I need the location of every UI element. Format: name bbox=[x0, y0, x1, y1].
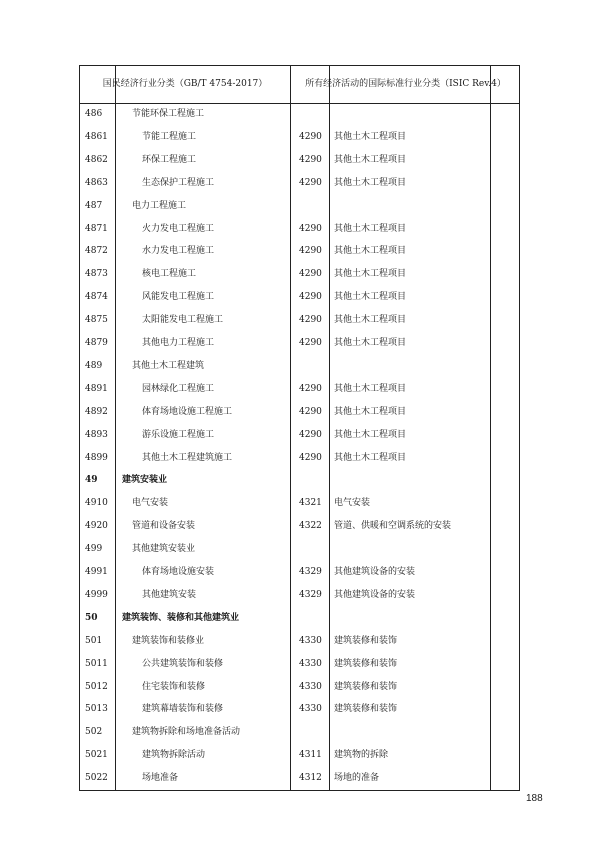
isic-code: 4290 bbox=[299, 406, 322, 417]
isic-name: 建筑装修和装饰 bbox=[334, 658, 398, 669]
table-row bbox=[80, 630, 519, 653]
gb-name: 节能环保工程施工 bbox=[132, 109, 205, 119]
table-row bbox=[80, 653, 519, 676]
gb-code: 5013 bbox=[85, 704, 108, 715]
table-row bbox=[80, 103, 519, 126]
classification-table bbox=[79, 65, 520, 791]
table-row bbox=[80, 492, 519, 515]
table-row bbox=[80, 195, 519, 218]
isic-name: 场地的准备 bbox=[334, 773, 380, 784]
isic-name: 管道、供暖和空调系统的安装 bbox=[334, 521, 452, 532]
table-row bbox=[80, 561, 519, 584]
gb-code: 487 bbox=[85, 200, 103, 211]
table-row bbox=[80, 263, 519, 286]
gb-name: 建筑物拆除活动 bbox=[142, 750, 206, 761]
isic-code: 4290 bbox=[299, 177, 322, 188]
gb-name: 节能工程施工 bbox=[142, 131, 197, 142]
gb-name: 建筑物拆除和场地准备活动 bbox=[132, 727, 241, 738]
gb-name: 核电工程施工 bbox=[142, 269, 197, 280]
gb-code: 5022 bbox=[85, 773, 108, 784]
table-row bbox=[80, 469, 519, 492]
gb-name: 火力发电工程施工 bbox=[142, 223, 215, 234]
gb-name: 建筑幕墙装饰和装修 bbox=[142, 704, 224, 715]
table-row bbox=[80, 515, 519, 538]
isic-name: 其他土木工程项目 bbox=[334, 223, 407, 234]
gb-code: 499 bbox=[85, 544, 103, 555]
isic-code: 4330 bbox=[299, 635, 322, 646]
gb-name: 园林绿化工程施工 bbox=[142, 383, 215, 394]
table-row bbox=[80, 218, 519, 241]
isic-code: 4290 bbox=[299, 246, 322, 257]
table-row bbox=[80, 607, 519, 630]
isic-name: 建筑装修和装饰 bbox=[334, 681, 398, 692]
header-gb-classification: 国民经济行业分类（GB/T 4754-2017） bbox=[102, 79, 268, 89]
table-row bbox=[80, 698, 519, 721]
isic-code: 4290 bbox=[299, 269, 322, 280]
table-row bbox=[80, 332, 519, 355]
gb-code: 4862 bbox=[85, 154, 108, 165]
isic-code: 4311 bbox=[299, 750, 322, 761]
isic-code: 4329 bbox=[299, 589, 322, 600]
gb-code: 4910 bbox=[85, 498, 108, 509]
gb-name: 建筑装饰和装修业 bbox=[132, 635, 205, 646]
gb-code: 4874 bbox=[85, 292, 108, 303]
isic-name: 建筑装修和装饰 bbox=[334, 635, 398, 646]
gb-code: 4991 bbox=[85, 567, 108, 577]
gb-name: 其他建筑安装 bbox=[142, 589, 197, 600]
isic-code: 4290 bbox=[299, 315, 322, 326]
isic-name: 其他土木工程项目 bbox=[334, 177, 407, 188]
isic-name: 其他土木工程项目 bbox=[334, 315, 407, 326]
gb-code: 5011 bbox=[85, 658, 108, 669]
gb-name: 环保工程施工 bbox=[142, 154, 197, 165]
isic-code: 4321 bbox=[299, 498, 322, 509]
table-row bbox=[80, 744, 519, 767]
gb-code: 502 bbox=[85, 727, 103, 738]
isic-code: 4312 bbox=[299, 773, 322, 784]
table-row bbox=[80, 149, 519, 172]
isic-code: 4290 bbox=[299, 429, 322, 440]
gb-code: 4863 bbox=[85, 177, 108, 188]
table-row bbox=[80, 355, 519, 378]
gb-name: 管道和设备安装 bbox=[132, 521, 196, 532]
gb-code: 5021 bbox=[85, 750, 108, 761]
page-number: 188 bbox=[526, 793, 543, 804]
gb-name: 其他土木工程建筑施工 bbox=[142, 452, 233, 463]
table-row bbox=[80, 126, 519, 149]
isic-name: 其他土木工程项目 bbox=[334, 269, 407, 280]
table-row bbox=[80, 172, 519, 195]
gb-name: 生态保护工程施工 bbox=[142, 177, 215, 188]
isic-name: 建筑物的拆除 bbox=[334, 750, 389, 761]
isic-code: 4290 bbox=[299, 338, 322, 348]
isic-code: 4322 bbox=[299, 521, 322, 532]
isic-name: 电气安装 bbox=[334, 498, 371, 509]
table-row bbox=[80, 401, 519, 424]
isic-name: 其他建筑设备的安装 bbox=[334, 567, 416, 577]
table-row bbox=[80, 240, 519, 263]
gb-name: 公共建筑装饰和装修 bbox=[142, 658, 224, 669]
table-row bbox=[80, 767, 519, 790]
gb-name: 游乐设施工程施工 bbox=[142, 429, 215, 440]
table-row bbox=[80, 378, 519, 401]
table-row bbox=[80, 721, 519, 744]
gb-name: 水力发电工程施工 bbox=[142, 246, 215, 257]
isic-name: 其他土木工程项目 bbox=[334, 406, 407, 417]
gb-name: 其他建筑安装业 bbox=[132, 544, 196, 555]
isic-code: 4329 bbox=[299, 567, 322, 577]
isic-code: 4290 bbox=[299, 452, 322, 463]
isic-code: 4330 bbox=[299, 704, 322, 715]
isic-code: 4290 bbox=[299, 383, 322, 394]
gb-name: 太阳能发电工程施工 bbox=[142, 315, 224, 326]
gb-name: 场地准备 bbox=[142, 773, 179, 784]
gb-code: 489 bbox=[85, 360, 103, 371]
table-row bbox=[80, 447, 519, 470]
gb-code: 4861 bbox=[85, 131, 108, 142]
header-isic-classification: 所有经济活动的国际标准行业分类（ISIC Rev.4） bbox=[305, 79, 506, 89]
gb-code: 49 bbox=[85, 475, 98, 486]
isic-name: 其他土木工程项目 bbox=[334, 383, 407, 394]
gb-code: 50 bbox=[85, 612, 98, 623]
gb-code: 4893 bbox=[85, 429, 108, 440]
table-row bbox=[80, 309, 519, 332]
isic-code: 4330 bbox=[299, 658, 322, 669]
isic-name: 其他土木工程项目 bbox=[334, 154, 407, 165]
gb-code: 4891 bbox=[85, 383, 108, 394]
isic-name: 其他土木工程项目 bbox=[334, 246, 407, 257]
table-row bbox=[80, 424, 519, 447]
isic-name: 其他土木工程项目 bbox=[334, 292, 407, 303]
isic-code: 4290 bbox=[299, 223, 322, 234]
table-row bbox=[80, 286, 519, 309]
gb-code: 4872 bbox=[85, 246, 108, 257]
gb-code: 4875 bbox=[85, 315, 108, 326]
gb-code: 4871 bbox=[85, 223, 108, 234]
gb-code: 4879 bbox=[85, 338, 108, 348]
isic-name: 建筑装修和装饰 bbox=[334, 704, 398, 715]
gb-code: 5012 bbox=[85, 681, 108, 692]
table-row bbox=[80, 538, 519, 561]
gb-code: 4920 bbox=[85, 521, 108, 532]
gb-name: 其他土木工程建筑 bbox=[132, 360, 205, 371]
gb-code: 486 bbox=[85, 109, 103, 119]
isic-name: 其他土木工程项目 bbox=[334, 338, 407, 348]
gb-code: 501 bbox=[85, 635, 103, 646]
gb-name: 建筑安装业 bbox=[122, 475, 168, 486]
gb-name: 住宅装饰和装修 bbox=[142, 681, 206, 692]
isic-name: 其他土木工程项目 bbox=[334, 452, 407, 463]
isic-code: 4290 bbox=[299, 154, 322, 165]
gb-name: 电气安装 bbox=[132, 498, 169, 509]
isic-code: 4290 bbox=[299, 131, 322, 142]
gb-name: 体育场地设施工程施工 bbox=[142, 406, 233, 417]
gb-name: 风能发电工程施工 bbox=[142, 292, 215, 303]
isic-name: 其他土木工程项目 bbox=[334, 131, 407, 142]
isic-code: 4330 bbox=[299, 681, 322, 692]
gb-name: 电力工程施工 bbox=[132, 200, 187, 211]
gb-code: 4873 bbox=[85, 269, 108, 280]
gb-name: 体育场地设施安装 bbox=[142, 567, 215, 577]
table-row bbox=[80, 676, 519, 699]
isic-name: 其他建筑设备的安装 bbox=[334, 589, 416, 600]
gb-code: 4899 bbox=[85, 452, 108, 463]
gb-code: 4999 bbox=[85, 589, 108, 600]
gb-code: 4892 bbox=[85, 406, 108, 417]
isic-name: 其他土木工程项目 bbox=[334, 429, 407, 440]
isic-code: 4290 bbox=[299, 292, 322, 303]
gb-name: 建筑装饰、装修和其他建筑业 bbox=[122, 612, 240, 623]
gb-name: 其他电力工程施工 bbox=[142, 338, 215, 348]
table-row bbox=[80, 584, 519, 607]
